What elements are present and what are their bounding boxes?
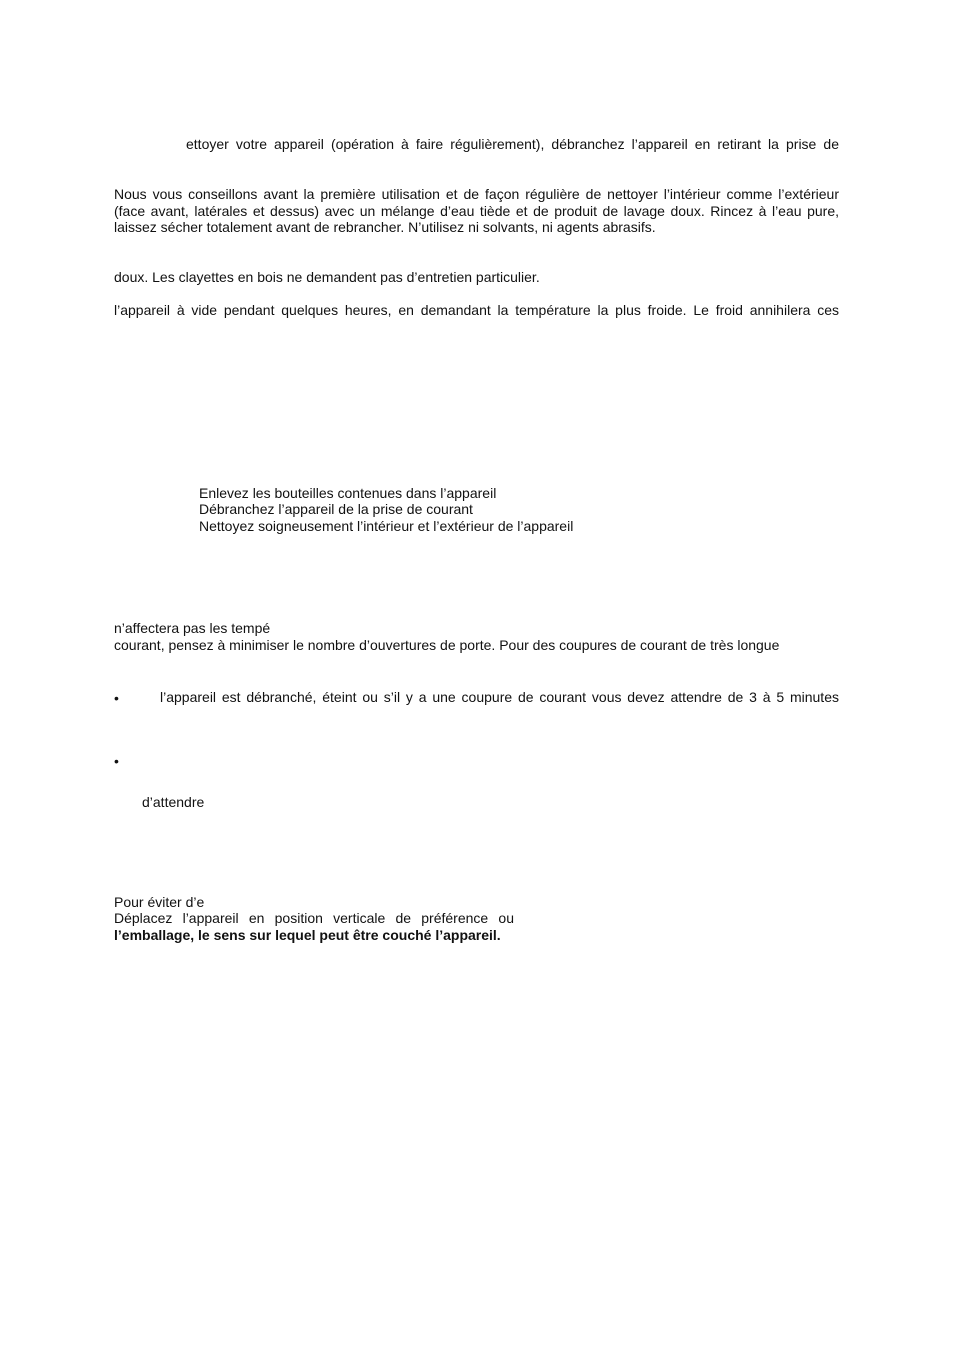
cleaning-advice-line-1: Nous vous conseillons avant la première utilisation et de façon régulière de nettoyer l’intérieur comme l’extérieur xyxy=(114,186,839,202)
bullet-glyph: • xyxy=(114,753,119,769)
power-outage-line-1: n’affectera pas les tempé xyxy=(114,620,271,636)
shelves-care-line: doux. Les clayettes en bois ne demandent pas d’entretien particulier. xyxy=(114,269,540,285)
cleaning-advice-line-2: (face avant, latérales et dessus) avec un mélange d’eau tiède et de produit de lavage doux. Rincez à l’eau pure, xyxy=(114,203,839,219)
cleaning-advice-line-3: laissez sécher totalement avant de rebrancher. N’utilisez ni solvants, ni agents abrasifs. xyxy=(114,219,656,235)
odor-advice-line: l’appareil à vide pendant quelques heures, en demandant la température la plus froide. Le froid annihilera ces xyxy=(114,302,839,318)
step-item: Nettoyez soigneusement l’intérieur et l’extérieur de l’appareil xyxy=(199,518,574,534)
cleaning-intro-line: ettoyer votre appareil (opération à faire régulièrement), débranchez l’appareil en retirant la prise de xyxy=(186,136,839,152)
transport-line-2: Déplacez l’appareil en position verticale de préférence ou xyxy=(114,910,514,926)
bullet-glyph: • xyxy=(114,690,119,706)
power-outage-line-2: courant, pensez à minimiser le nombre d’ouvertures de porte. Pour des coupures de courant de très longue xyxy=(114,637,780,653)
transport-line-1: Pour éviter d’e xyxy=(114,894,205,910)
step-item: Débranchez l’appareil de la prise de courant xyxy=(199,501,473,517)
step-item: Enlevez les bouteilles contenues dans l’appareil xyxy=(199,485,497,501)
transport-line-3: l’emballage, le sens sur lequel peut être couché l’appareil. xyxy=(114,927,501,943)
bullet-item-1: l’appareil est débranché, éteint ou s’il y a une coupure de courant vous devez attendre de 3 à 5 minutes xyxy=(160,689,839,705)
bullet-item-2-continuation: d’attendre xyxy=(142,794,205,810)
